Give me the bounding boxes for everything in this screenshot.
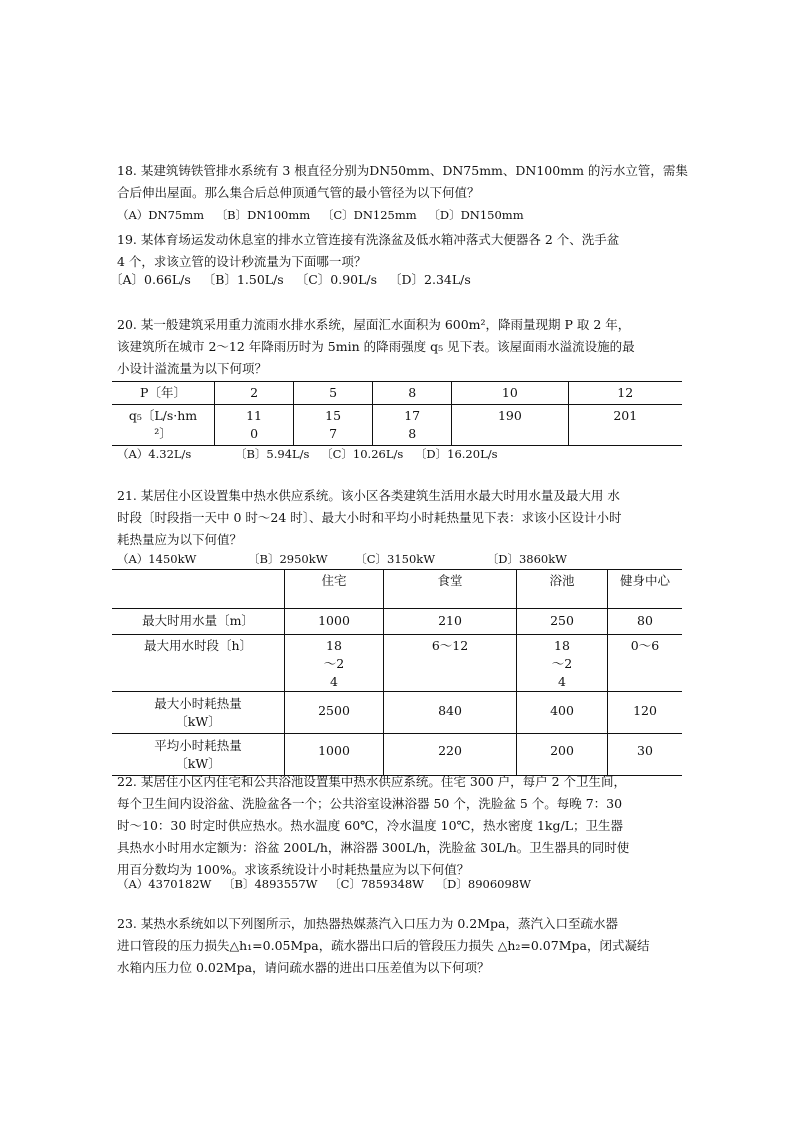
cell-bottom: 0 <box>250 426 259 441</box>
table-cell: 2 <box>215 382 294 405</box>
table-row <box>112 734 682 776</box>
question-22-line-5: 用百分数均为 100%。求该系统设计小时耗热量应为以下何值？ <box>117 862 470 877</box>
cell-text: 18～24 <box>323 638 345 689</box>
table-cell: 220 <box>384 734 517 776</box>
question-22-line-4: 具热水小时用水定额为：浴盆 200L/h，淋浴器 300L/h，洗脸盆 30L/h。卫生器具的同时使 <box>117 840 630 855</box>
table-header-cell: 食堂 <box>384 570 517 609</box>
option-b: 〔B〕2950kW <box>248 552 328 566</box>
table-cell <box>373 405 452 446</box>
header-text: 健身中心 <box>620 573 671 588</box>
question-20-line-2: 该建筑所在城市 2～12 年降雨历时为 5min 的降雨强度 q₅ 见下表。该屋面雨水溢流设施的最 <box>117 339 635 354</box>
question-23-line-1: 23. 某热水系统如以下列图所示，加热器热媒蒸汽入口压力为 0.2Mpa，蒸汽入口至疏水器 <box>117 916 618 931</box>
option-d: 〔D〕DN150mm <box>428 208 524 222</box>
table-cell: 210 <box>384 609 517 635</box>
table-row <box>112 635 682 692</box>
table-cell <box>285 635 384 692</box>
question-20 <box>117 314 683 380</box>
option-d: 〔D〕2.34L/s <box>389 272 471 287</box>
option-b: 〔B〕DN100mm <box>215 208 311 222</box>
option-d: 〔D〕16.20L/s <box>414 447 498 461</box>
table-cell <box>517 635 608 692</box>
question-21 <box>117 485 683 551</box>
table-row <box>112 609 682 635</box>
option-b: 〔B〕4893557W <box>223 877 318 891</box>
option-c: 〔C〕DN125mm <box>321 208 417 222</box>
option-a: （A）DN75mm <box>117 208 205 222</box>
question-19 <box>117 229 683 273</box>
question-20-line-1: 20. 某一般建筑采用重力流雨水排水系统，屋面汇水面积为 600m²，降雨量现期 P 取 2 年， <box>117 317 631 332</box>
table-cell: 1000 <box>285 609 384 635</box>
question-19-options <box>110 271 479 289</box>
option-d: 〔D〕3860kW <box>486 552 567 566</box>
table-header-cell: 住宅 <box>285 570 384 609</box>
table-row-label-part: ²〕 <box>154 426 172 441</box>
option-a: （A）4370182W <box>117 877 212 891</box>
table-cell <box>568 405 682 446</box>
table-row-label <box>112 692 285 734</box>
option-b: 〔B〕5.94L/s <box>234 447 310 461</box>
cell-top: 11 <box>246 408 262 423</box>
question-21-options <box>117 550 575 568</box>
table-cell: 80 <box>608 609 683 635</box>
option-c: 〔C〕0.90L/s <box>295 272 378 287</box>
table-cell: 6～12 <box>384 635 517 692</box>
question-21-line-1: 21. 某居住小区设置集中热水供应系统。该小区各类建筑生活用水最大时用水量及最大用 水 <box>117 488 620 503</box>
rainfall-intensity-table <box>112 381 682 446</box>
question-22-line-3: 时～10：30 时定时供应热水。热水温度 60℃，冷水温度 10℃，热水密度 1kg/L；卫生器 <box>117 818 624 833</box>
cell-top: 201 <box>613 408 638 423</box>
table-cell: 120 <box>608 692 683 734</box>
table-row-label: 最大时用水量〔m〕 <box>112 609 285 635</box>
question-22-line-1: 22. 某居住小区内住宅和公共浴池设置集中热水供应系统。住宅 300 户，每户 2 个卫生间， <box>117 774 627 789</box>
question-19-line-1: 19. 某体育场运发动休息室的排水立管连接有洗涤盆及低水箱冲落式大便器各 2 个、洗手盆 <box>117 232 620 247</box>
table-header-cell <box>608 570 683 609</box>
row-label-line: 平均小时耗热量 <box>154 738 242 753</box>
question-18-line-1: 18. 某建筑铸铁管排水系统有 3 根直径分别为DN50mm、DN75mm、DN100mm 的污水立管，需集 <box>117 163 688 178</box>
table-row-label <box>112 405 215 446</box>
question-22-options <box>117 875 539 893</box>
option-c: 〔C〕7859348W <box>329 877 424 891</box>
question-22-line-2: 每个卫生间内设浴盆、洗脸盆各一个；公共浴室设淋浴器 50 个，洗脸盆 5 个。每晚 7：30 <box>117 796 623 811</box>
option-c: 〔C〕3150kW <box>355 552 436 566</box>
option-a: （A）4.32L/s <box>117 447 192 461</box>
cell-top: 15 <box>325 408 342 423</box>
question-18-line-2: 合后伸出屋面。那么集合后总伸顶通气管的最小管径为以下何值？ <box>117 185 480 200</box>
question-18-options <box>117 206 532 224</box>
cell-top: 17 <box>404 408 421 423</box>
table-row <box>112 382 682 405</box>
table-cell: 200 <box>517 734 608 776</box>
cell-text: 18～24 <box>551 638 573 689</box>
table-row <box>112 405 682 446</box>
table-cell: 30 <box>608 734 683 776</box>
table-row-label-part: q₅〔L/s·hm <box>128 408 198 423</box>
question-20-line-3: 小设计溢流量为以下何项？ <box>117 361 268 376</box>
table-cell: 0～6 <box>608 635 683 692</box>
table-cell <box>294 405 373 446</box>
question-21-line-2: 时段〔时段指一天中 0 时～24 时〕、最大小时和平均小时耗热量见下表：求该小区设计小时 <box>117 510 622 525</box>
table-cell: 5 <box>294 382 373 405</box>
option-c: 〔C〕10.26L/s <box>321 447 404 461</box>
table-cell: 250 <box>517 609 608 635</box>
table-header-row <box>112 570 682 609</box>
option-b: 〔B〕1.50L/s <box>202 272 284 287</box>
table-row-label <box>112 734 285 776</box>
option-a: 〔A〕0.66L/s <box>110 272 191 287</box>
cell-top: 190 <box>497 408 522 423</box>
table-cell <box>215 405 294 446</box>
cell-bottom: 7 <box>329 426 338 441</box>
option-a: （A）1450kW <box>117 552 197 566</box>
table-row-label: 最大用水时段〔h〕 <box>112 635 285 692</box>
table-header-cell: 浴池 <box>517 570 608 609</box>
question-21-line-3: 耗热量应为以下何值？ <box>117 532 243 547</box>
table-cell: 400 <box>517 692 608 734</box>
row-label-line: 最大小时耗热量 <box>154 696 242 711</box>
question-23-line-2: 进口管段的压力损失△h₁=0.05Mpa，疏水器出口后的管段压力损失 △h₂=0.07Mpa，闭式凝结 <box>117 938 650 953</box>
question-23 <box>117 913 683 979</box>
cell-bottom: 8 <box>408 426 417 441</box>
question-20-options <box>117 445 505 463</box>
table-row-label: P〔年〕 <box>112 382 215 405</box>
question-19-line-2: 4 个，求该立管的设计秒流量为下面哪一项？ <box>117 254 367 269</box>
row-label-unit: 〔kW〕 <box>175 756 221 771</box>
heat-consumption-table <box>112 569 682 776</box>
table-corner-cell <box>112 570 285 609</box>
table-cell: 12 <box>568 382 682 405</box>
question-23-line-3: 水箱内压力位 0.02Mpa，请问疏水器的进出口压差值为以下何项？ <box>117 960 490 975</box>
table-row <box>112 692 682 734</box>
table-cell: 2500 <box>285 692 384 734</box>
table-cell: 840 <box>384 692 517 734</box>
question-18 <box>117 160 688 204</box>
question-22 <box>117 771 683 881</box>
row-label-unit: 〔kW〕 <box>175 714 221 729</box>
table-cell: 8 <box>373 382 452 405</box>
table-cell <box>452 405 568 446</box>
option-d: 〔D〕8906098W <box>435 877 531 891</box>
table-cell: 10 <box>452 382 568 405</box>
table-cell: 1000 <box>285 734 384 776</box>
